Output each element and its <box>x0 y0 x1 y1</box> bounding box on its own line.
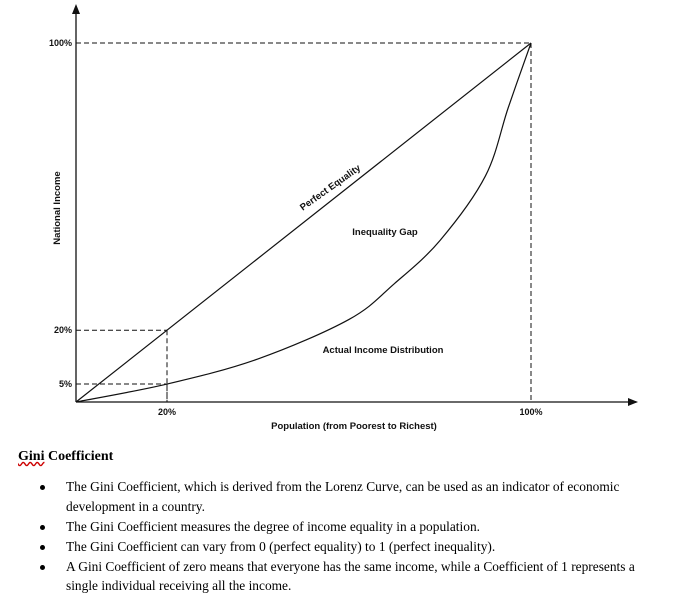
bullet-icon <box>40 485 45 490</box>
x-tick-20: 20% <box>157 407 177 417</box>
x-axis-title: Population (from Poorest to Richest) <box>271 421 437 432</box>
perfect-equality-line <box>76 43 531 402</box>
heading-rest: Coefficient <box>44 449 114 464</box>
bullet-text: The Gini Coefficient can vary from 0 (perfect equality) to 1 (perfect inequality). <box>66 538 496 554</box>
bullet-icon <box>40 525 45 530</box>
x-tick-100: 100% <box>519 407 543 417</box>
inequality-gap-label: Inequality Gap <box>352 227 418 238</box>
bullet-icon <box>40 545 45 550</box>
y-tick-100: 100% <box>48 38 72 48</box>
section-heading <box>18 449 658 465</box>
actual-income-distribution-label: Actual Income Distribution <box>322 345 444 356</box>
y-axis-arrow-icon <box>72 4 80 14</box>
gini-text-section <box>18 449 658 597</box>
list-item <box>18 537 658 557</box>
list-item <box>18 557 658 596</box>
bullet-icon <box>40 565 45 570</box>
list-item <box>18 517 658 537</box>
y-axis-title: National Income <box>52 171 63 245</box>
bullet-text: The Gini Coefficient, which is derived from the Lorenz Curve, can be used as an indicator of economic development in a country. <box>66 479 620 514</box>
bullet-list <box>18 477 658 596</box>
perfect-equality-label: Perfect Equality <box>298 162 363 214</box>
bullet-text: A Gini Coefficient of zero means that everyone has the same income, while a Coefficient of 1 represents a single individual receiving all the income. <box>66 558 635 594</box>
y-tick-20: 20% <box>53 325 72 336</box>
heading-word: Gini <box>18 449 45 464</box>
x-axis-arrow-icon <box>628 398 638 406</box>
y-tick-5: 5% <box>58 379 72 390</box>
list-item <box>18 477 658 516</box>
bullet-text: The Gini Coefficient measures the degree of income equality in a population. <box>66 518 480 534</box>
